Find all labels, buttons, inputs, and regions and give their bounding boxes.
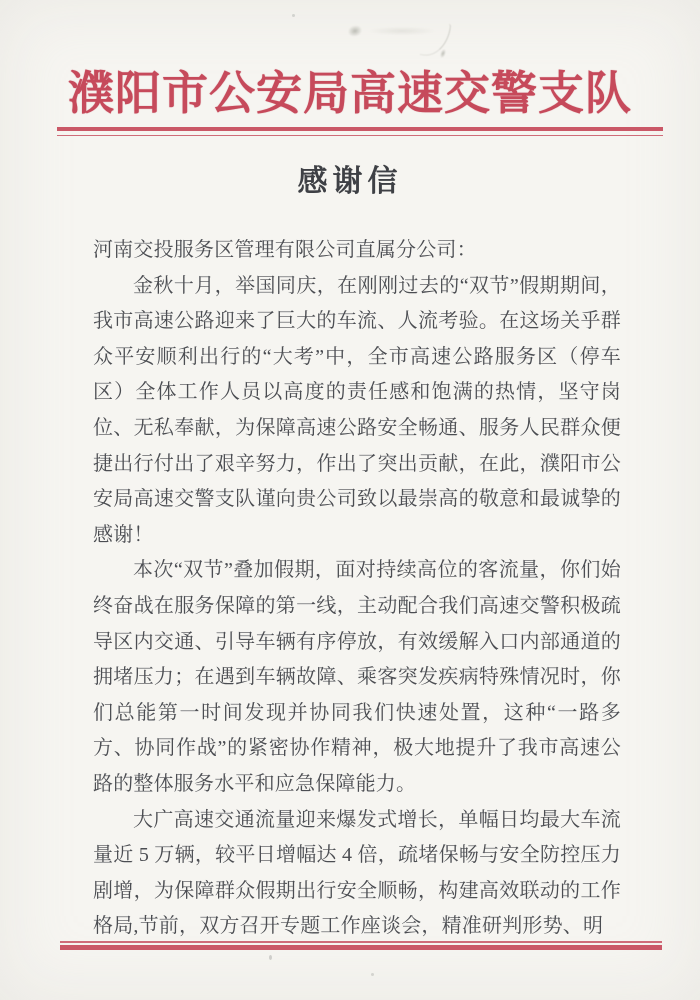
paper-speck [371, 973, 374, 976]
footer-rule-thick [60, 945, 662, 950]
letterhead-title: 濮阳市公安局高速交警支队 [68, 68, 632, 119]
letterhead-rule [57, 127, 663, 136]
stain-hook [420, 20, 452, 58]
letter-paragraph: 大广高速交通流量迎来爆发式增长，单幅日均最大车流量近 5 万辆，较平日增幅达 4 倍，疏堵保畅与安全防控压力剧增，为保障群众假期出行安全顺畅，构建高效联动的工作格局,节前，双方召开专题工作座谈会，精准研判形势、明 [93, 808, 621, 938]
letter-paragraph: 金秋十月，举国同庆，在刚刚过去的“双节”假期期间，我市高速公路迎来了巨大的车流、人流考验。在这场关乎群众平安顺利出行的“大考”中，全市高速公路服务区（停车区）全体工作人员以高度的责任感和饱满的热情，坚守岗位、无私奉献，为保障高速公路安全畅通、服务人民群众便捷出行付出了艰辛努力，作出了突出贡献，在此，濮阳市公安局高速交警支队谨向贵公司致以最崇高的敬意和最诚挚的感谢！ [93, 274, 621, 546]
salutation-line: 河南交投服务区管理有限公司直属分公司： [93, 239, 477, 261]
paper-speck [292, 14, 295, 17]
letter-body [93, 233, 621, 945]
footer-rule [60, 941, 662, 950]
stain-blob [344, 22, 365, 40]
stain-tip [438, 47, 447, 59]
letter-title: 感谢信 [297, 165, 403, 198]
paper-speck [269, 955, 272, 960]
letter-paragraph: 本次“双节”叠加假期，面对持续高位的客流量，你们始终奋战在服务保障的第一线，主动配合我们高速交警积极疏导区内交通、引导车辆有序停放，有效缓解入口内部通道的拥堵压力；在遇到车辆故障、乘客突发疾病特殊情况时，你们总能第一时间发现并协同我们快速处置，这种“一路多方、协同作战”的紧密协作精神，极大地提升了我市高速公路的整体服务水平和应急保障能力。 [93, 559, 621, 795]
letterhead-rule-thin [57, 135, 663, 137]
stain-wisp [362, 26, 442, 36]
footer-rule-thin [60, 941, 662, 943]
letterhead-rule-thick [57, 127, 663, 131]
paper-stain [330, 10, 480, 70]
